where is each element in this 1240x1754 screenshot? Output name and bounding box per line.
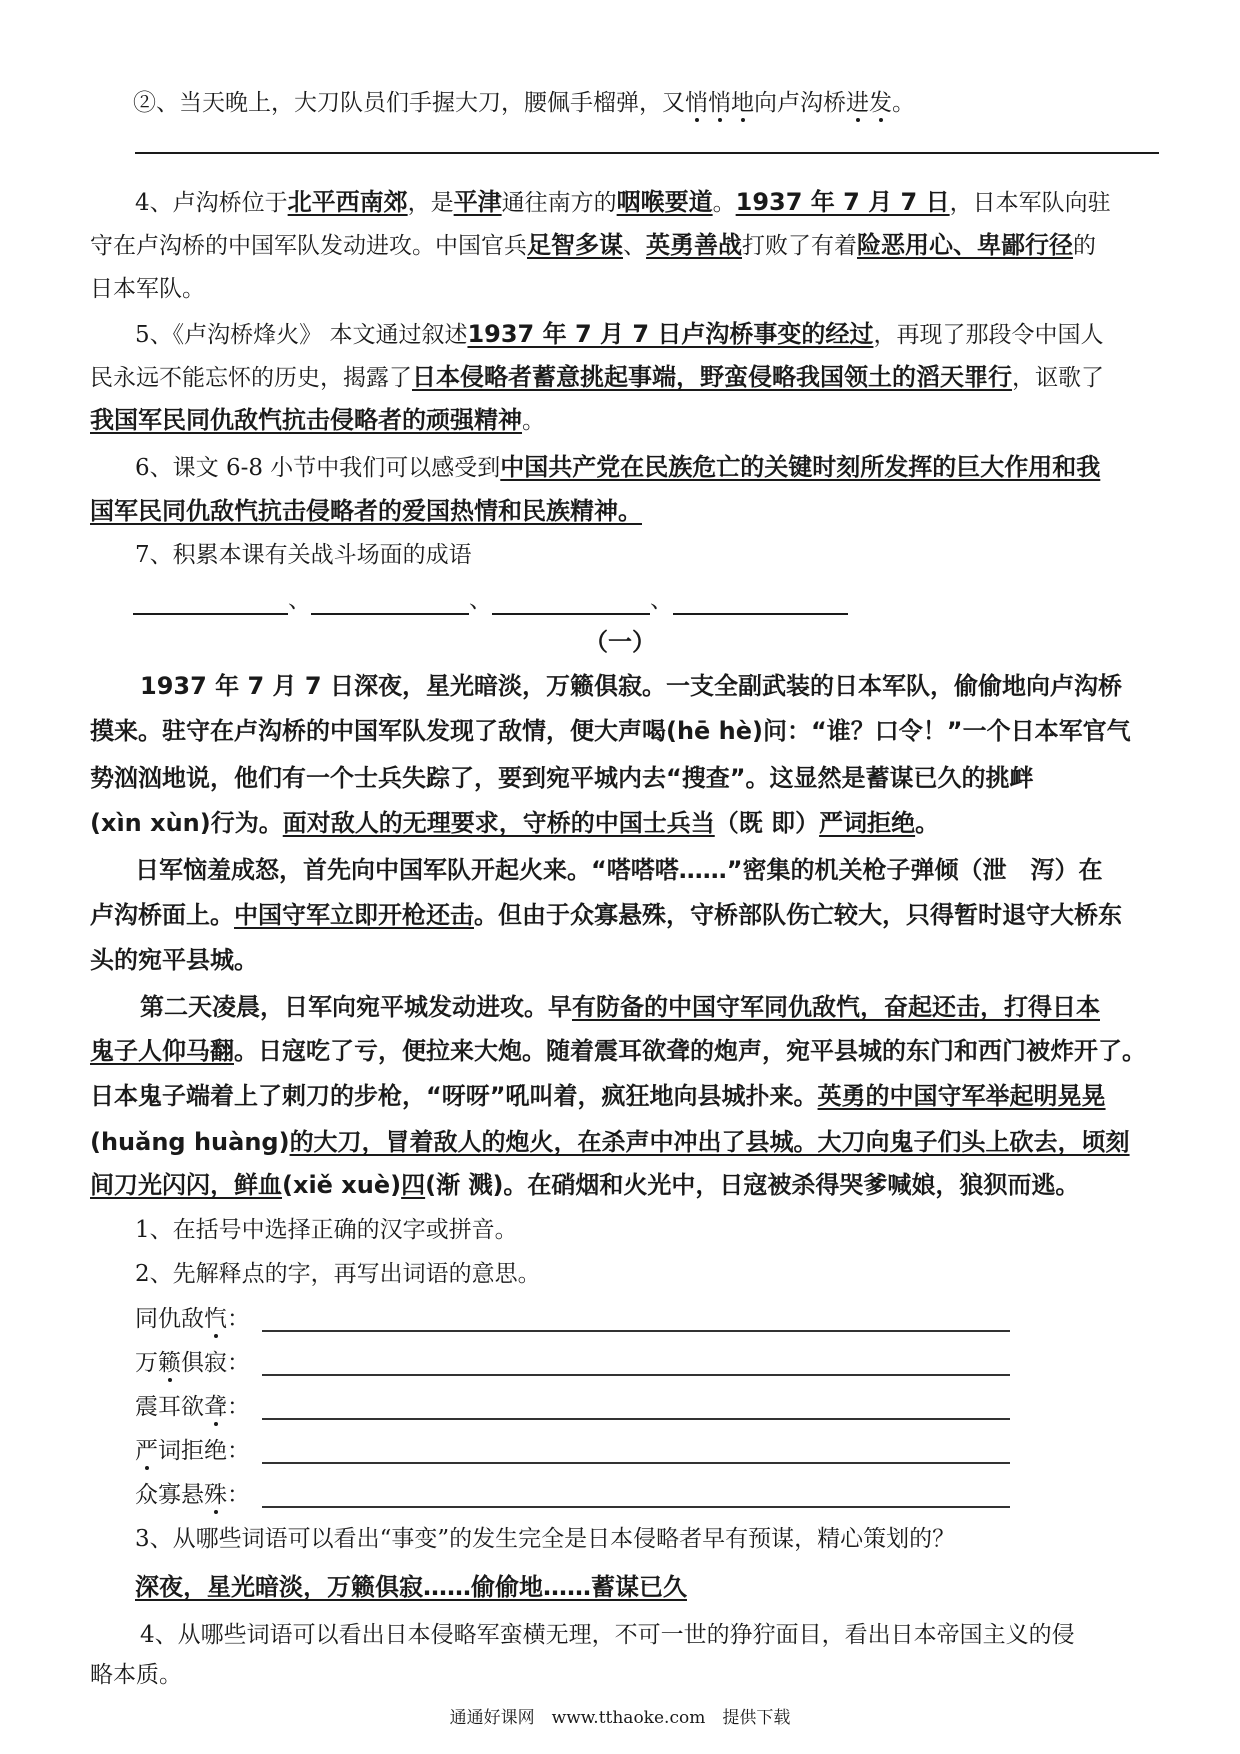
section-title: （一） (584, 628, 656, 656)
q6-line-2 (90, 496, 1170, 527)
q4-line-1: 4、卢沟桥位于北平西南郊，是平津通往南方的咽喉要道。1937 年 7 月 7 日，日本军队向驻 (135, 188, 1111, 216)
dotted-char: 悄 (708, 90, 731, 116)
answer: 日本侵略者蓄意挑起事端，野蛮侵略我国领土的滔天罪行 (412, 363, 1012, 391)
answer-blank[interactable] (133, 591, 288, 615)
term-label: 同仇敌忾： (135, 1306, 250, 1332)
dotted-char: 进 (846, 90, 869, 116)
passage-line: (huǎng huàng)的大刀，冒着敌人的炮火，在杀声中冲出了县城。大刀向鬼子们头上砍去，顷刻 (90, 1128, 1130, 1156)
answer-line[interactable] (262, 1462, 1010, 1464)
q7-blanks: 、 、 、 (133, 585, 1213, 615)
answer: 我国军民同仇敌忾抗击侵略者的顽强精神 (90, 406, 522, 434)
dotted-char: 地 (731, 90, 754, 116)
passage-line: 卢沟桥面上。中国守军立即开枪还击。但由于众寡悬殊，守桥部队伤亡较大，只得暂时退守大桥东 (90, 901, 1122, 929)
answer-blank[interactable] (492, 591, 650, 615)
passage-line: 第二天凌晨，日军向宛平城发动进攻。早有防备的中国守军同仇敌忾，奋起还击，打得日本 (140, 993, 1100, 1021)
q4-line-2: 守在卢沟桥的中国军队发动进攻。中国官兵足智多谋、英勇善战打败了有着险恶用心、卑鄙行径的 (90, 231, 1096, 259)
passage-line: 势汹汹地说，他们有一个士兵失踪了，要到宛平城内去“搜查”。这显然是蓄谋已久的挑衅 (90, 764, 1034, 792)
answer: 英勇善战 (646, 231, 742, 259)
item-2-line: ②、当天晚上，大刀队员们手握大刀，腰佩手榴弹，又悄悄地向卢沟桥进发。 (133, 90, 915, 116)
answer: 北平西南郊 (287, 188, 408, 216)
q4-line-3: 日本军队。 (90, 276, 205, 302)
term-label: 震耳欲聋： (135, 1394, 250, 1420)
separator-line (135, 152, 1159, 154)
passage-line: 日本鬼子端着上了刺刀的步枪，“呀呀”吼叫着，疯狂地向县城扑来。英勇的中国守军举起明晃晃 (90, 1082, 1106, 1110)
dotted-char: 悄 (685, 90, 708, 116)
answer-line[interactable] (262, 1374, 1010, 1376)
q6-line-1: 6、课文 6-8 小节中我们可以感受到中国共产党在民族危亡的关键时刻所发挥的巨大作用和我 (135, 453, 1101, 481)
passage-line: (xìn xùn)行为。面对敌人的无理要求，守桥的中国士兵当（既 即）严词拒绝。 (90, 809, 940, 837)
term-label: 众寡悬殊： (135, 1482, 250, 1508)
passage-line: 1937 年 7 月 7 日深夜，星光暗淡，万籁俱寂。一支全副武装的日本军队，偷偷地向卢沟桥 (140, 672, 1122, 700)
term-label: 万籁俱寂： (135, 1350, 250, 1376)
term-label: 严词拒绝： (135, 1438, 250, 1464)
answer-line[interactable] (262, 1418, 1010, 1420)
question-4-line-1: 4、从哪些词语可以看出日本侵略军蛮横无理，不可一世的狰狞面目，看出日本帝国主义的侵 (140, 1622, 1075, 1648)
passage-line: 鬼子人仰马翻。日寇吃了亏，便拉来大炮。随着震耳欲聋的炮声，宛平县城的东门和西门被炸开了。 (90, 1037, 1146, 1065)
answer-3: 深夜，星光暗淡，万籁俱寂……偷偷地……蓄谋已久 (135, 1573, 687, 1601)
answer: 平津 (453, 188, 502, 216)
question-4-line-2: 略本质。 (90, 1662, 182, 1688)
answer: 险恶用心、卑鄙行径 (857, 231, 1073, 259)
question-3: 3、从哪些词语可以看出“事变”的发生完全是日本侵略者早有预谋，精心策划的？ (135, 1526, 956, 1552)
question-2: 2、先解释点的字，再写出词语的意思。 (135, 1261, 541, 1287)
q7-prompt: 7、积累本课有关战斗场面的成语 (135, 542, 472, 568)
page-footer: 通通好课网 www.tthaoke.com 提供下载 (449, 1708, 791, 1728)
answer: 足智多谋 (527, 231, 623, 259)
answer: 咽喉要道 (616, 188, 713, 216)
dotted-char: 发 (869, 90, 892, 116)
passage-line: 日军恼羞成怒，首先向中国军队开起火来。“嗒嗒嗒……”密集的机关枪子弹倾（泄 泻）在 (135, 856, 1103, 884)
answer-line[interactable] (262, 1330, 1010, 1332)
answer: 中国共产党在民族危亡的关键时刻所发挥的巨大作用和我 (500, 453, 1101, 481)
passage-line: 间刀光闪闪，鲜血(xiě xuè)四(渐 溅)。在硝烟和火光中，日寇被杀得哭爹喊娘，狼狈而逃。 (90, 1171, 1080, 1199)
passage-line: 头的宛平县城。 (90, 946, 258, 974)
q5-line-3: 我国军民同仇敌忾抗击侵略者的顽强精神。 (90, 406, 545, 434)
answer-line[interactable] (262, 1506, 1010, 1508)
answer-blank[interactable] (311, 591, 469, 615)
answer: 1937 年 7 月 7 日 (735, 188, 950, 216)
q5-line-1: 5、《卢沟桥烽火》 本文通过叙述1937 年 7 月 7 日卢沟桥事变的经过，再现了那段令中国人 (135, 320, 1104, 348)
answer-blank[interactable] (673, 591, 848, 615)
q5-line-2: 民永远不能忘怀的历史，揭露了日本侵略者蓄意挑起事端，野蛮侵略我国领土的滔天罪行，讴歌了 (90, 363, 1104, 391)
passage-line: 摸来。驻守在卢沟桥的中国军队发现了敌情，便大声喝(hē hè)问：“谁？口令！”一个日本军官气 (90, 717, 1131, 745)
answer: 国军民同仇敌忾抗击侵略者的爱国热情和民族精神。 (90, 497, 642, 525)
answer: 1937 年 7 月 7 日卢沟桥事变的经过 (467, 320, 874, 348)
question-1: 1、在括号中选择正确的汉字或拼音。 (135, 1217, 518, 1243)
